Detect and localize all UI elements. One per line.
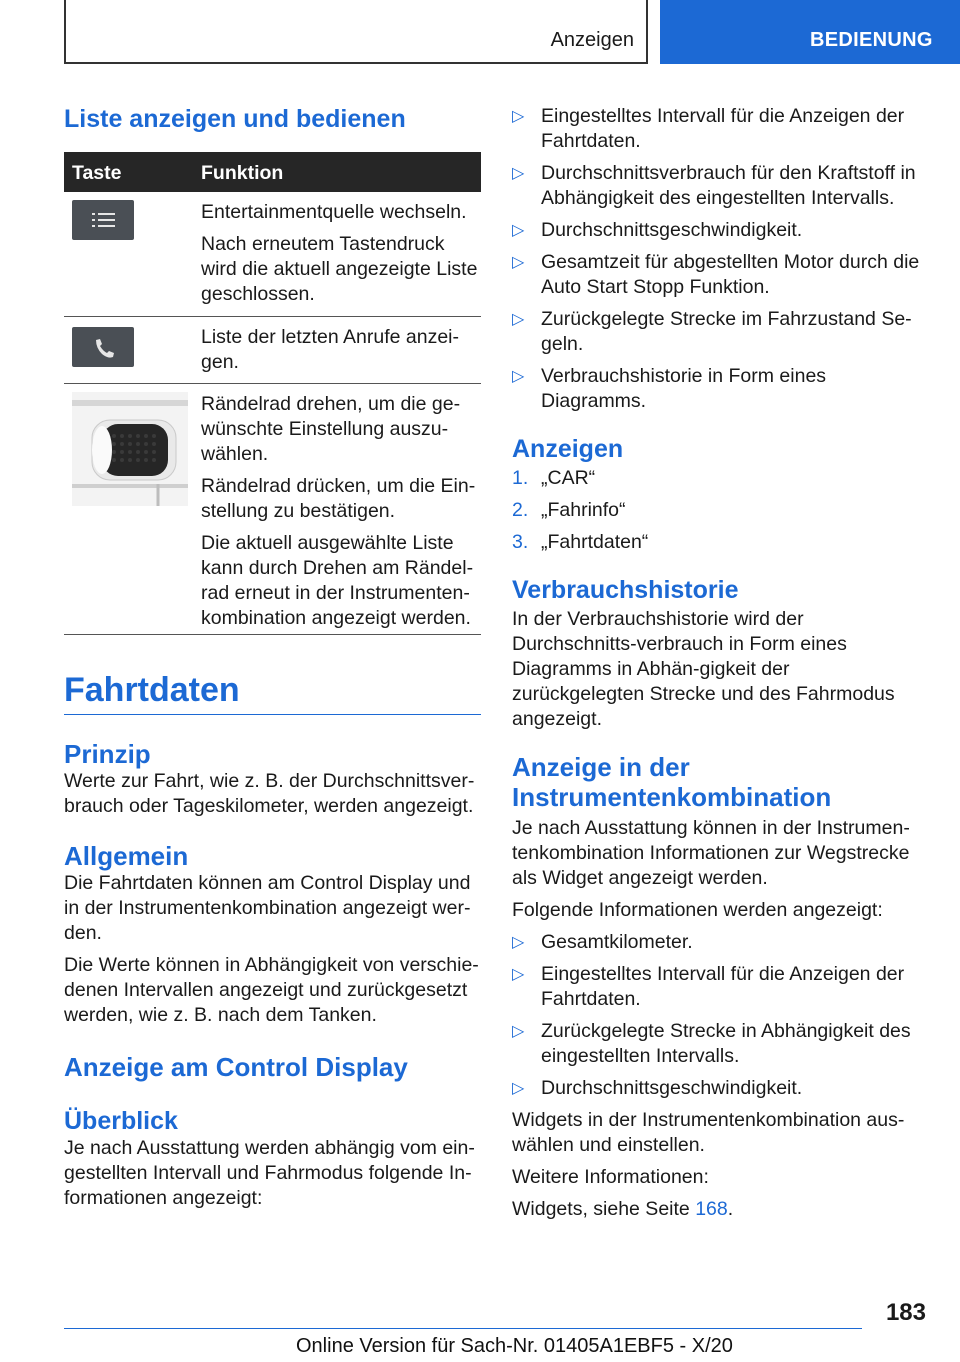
- list-item: ▷ Durchschnittsverbrauch für den Kraftstoff in Abhängigkeit des eingestellten Intervalls.: [512, 162, 916, 209]
- key-function-table: [64, 152, 481, 635]
- triangle-bullet-icon: ▷: [512, 368, 525, 385]
- control-display-title: Anzeige am Control Display: [64, 1052, 408, 1082]
- footer-version: Online Version für Sach-Nr. 01405A1EBF5 - X/20: [296, 1335, 733, 1357]
- triangle-bullet-icon: ▷: [512, 1080, 525, 1097]
- right-column-body: [512, 104, 926, 1229]
- triangle-bullet-icon: ▷: [512, 311, 525, 328]
- allgemein-title: Allgemein: [64, 841, 189, 871]
- phone-key: [72, 327, 134, 367]
- phone-icon: [72, 327, 134, 367]
- ueberblick-title: Überblick: [64, 1107, 178, 1135]
- table-header-key: Taste: [72, 162, 122, 184]
- header-section-box: [64, 0, 648, 64]
- verbrauchshistorie-text: In der Verbrauchshistorie wird der Durchschnitts-verbrauch in Form eines Diagramms in Abhän-gigkeit der zurückgelegten Strecke und des Fahrmodus angezeigt.: [512, 608, 895, 730]
- step-item: 2. „Fahrinfo“: [512, 499, 626, 521]
- thumbwheel-image: [72, 392, 188, 506]
- triangle-bullet-icon: ▷: [512, 108, 525, 125]
- see-page-reference: Widgets, siehe Seite 168.: [512, 1198, 734, 1220]
- page-number: 183: [885, 1299, 926, 1326]
- step-item: 1. „CAR“: [512, 467, 596, 489]
- weitere-info: Weitere Informationen:: [512, 1166, 709, 1188]
- allgemein-p1: Die Fahrtdaten können am Control Display und in der Instrumentenkombination angezeigt wer-den.: [64, 872, 471, 944]
- prinzip-title: Prinzip: [64, 739, 151, 769]
- list-item: ▷ Durchschnittsgeschwindigkeit.: [512, 1077, 803, 1099]
- ueberblick-text: Je nach Ausstattung werden abhängig vom ein-gestellten Intervall und Fahrmodus folgende In-formationen angezeigt:: [64, 1137, 475, 1209]
- instrument-cluster-text: Je nach Ausstattung können in der Instrumen-tenkombination Informationen zur Wegstrecke als Widget angezeigt werden.: [512, 817, 910, 889]
- row2-line1: Liste der letzten Anrufe anzei-gen.: [201, 326, 459, 373]
- info-list: [512, 104, 926, 414]
- table-row: [64, 192, 481, 317]
- list-item: ▷ Eingestelltes Intervall für die Anzeigen der Fahrtdaten.: [512, 963, 905, 1010]
- instrument-cluster-text2: Folgende Informationen werden angezeigt:: [512, 899, 883, 921]
- list-item: ▷ Eingestelltes Intervall für die Anzeigen der Fahrtdaten.: [512, 105, 905, 152]
- anzeigen-title: Anzeigen: [512, 435, 624, 463]
- list-item: ▷ Gesamtkilometer.: [512, 931, 693, 953]
- table-title: Liste anzeigen und bedienen: [64, 105, 406, 133]
- table-row: [64, 384, 481, 635]
- header-chapter-title: BEDIENUNG: [810, 29, 933, 51]
- triangle-bullet-icon: ▷: [512, 165, 525, 182]
- left-column-body: [64, 670, 481, 1218]
- row3-line2: Rändelrad drücken, um die Ein-stellung zu bestätigen.: [201, 475, 476, 522]
- allgemein-p2: Die Werte können in Abhängigkeit von verschie-denen Intervallen angezeigt und zurückgesetzt werden, wie z. B. nach dem Tanken.: [64, 954, 479, 1026]
- list-icon: [72, 200, 134, 240]
- fahrtdaten-title: Fahrtdaten: [64, 671, 240, 709]
- widget-info-list: [512, 930, 926, 1101]
- prinzip-text: Werte zur Fahrt, wie z. B. der Durchschnittsver-brauch oder Tageskilometer, werden angezeigt.: [64, 770, 475, 817]
- triangle-bullet-icon: ▷: [512, 222, 525, 239]
- page-link[interactable]: 168: [695, 1198, 728, 1220]
- header-section-title: Anzeigen: [550, 29, 634, 51]
- table-header: [64, 152, 481, 192]
- footer-rule: [64, 1328, 862, 1329]
- triangle-bullet-icon: ▷: [512, 966, 525, 983]
- row3-line1: Rändelrad drehen, um die ge-wünschte Einstellung auszu-wählen.: [201, 393, 461, 465]
- row3-line3: Die aktuell ausgewählte Liste kann durch Drehen am Rändel-rad erneut in der Instrumenten-kombination angezeigt werden.: [201, 532, 474, 629]
- table-header-function: Funktion: [201, 162, 284, 184]
- triangle-bullet-icon: ▷: [512, 1023, 525, 1040]
- title-rule: [64, 714, 481, 715]
- step-item: 3. „Fahrtdaten“: [512, 531, 649, 553]
- instrument-cluster-title: Anzeige in der Instrumentenkombination: [512, 752, 832, 812]
- list-item: ▷ Durchschnittsgeschwindigkeit.: [512, 219, 803, 241]
- thumbwheel-key: [72, 392, 188, 513]
- triangle-bullet-icon: ▷: [512, 934, 525, 951]
- table-row: [64, 317, 481, 384]
- list-item: ▷ Zurückgelegte Strecke in Abhängigkeit des eingestellten Intervalls.: [512, 1020, 911, 1067]
- steps-list: [512, 466, 926, 555]
- row1-line1: Entertainmentquelle wechseln.: [201, 201, 467, 223]
- triangle-bullet-icon: ▷: [512, 254, 525, 271]
- list-key: [72, 200, 134, 240]
- list-item: ▷ Gesamtzeit für abgestellten Motor durch die Auto Start Stopp Funktion.: [512, 251, 920, 298]
- row1-line2: Nach erneutem Tastendruck wird die aktuell angezeigte Liste geschlossen.: [201, 233, 478, 305]
- verbrauchshistorie-title: Verbrauchshistorie: [512, 576, 739, 604]
- widgets-text: Widgets in der Instrumentenkombination aus-wählen und einstellen.: [512, 1109, 905, 1156]
- header-chapter-tab: [660, 0, 960, 64]
- list-item: ▷ Zurückgelegte Strecke im Fahrzustand Se-geln.: [512, 308, 912, 355]
- list-item: ▷ Verbrauchshistorie in Form eines Diagramms.: [512, 365, 827, 412]
